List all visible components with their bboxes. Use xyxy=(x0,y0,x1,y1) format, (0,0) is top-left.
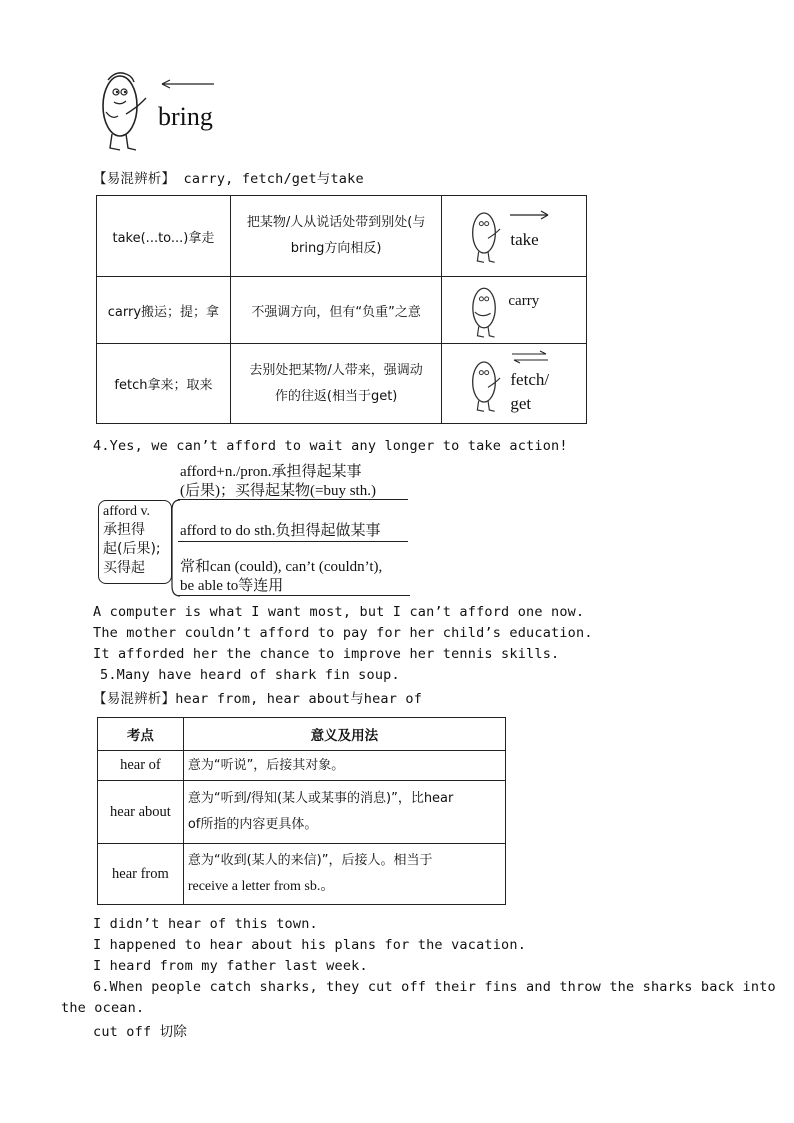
sentence-6-line-1: 6.When people catch sharks, they cut off their fins and throw the sharks back into xyxy=(93,979,776,995)
afford-head-line-1: afford v. xyxy=(103,504,151,519)
phrase-cut-off: cut off 切除 xyxy=(93,1024,188,1040)
afford-branch-1-line-1: afford+n./pron.承担得起某事 xyxy=(180,464,362,480)
term-cell: take(...to...)拿走 xyxy=(97,196,231,277)
table-row xyxy=(98,781,506,844)
confusion-heading-2: 【易混辨析】hear from, hear about与hear of xyxy=(93,691,423,707)
meaning-cell: 意为“听说”，后接其对象。 xyxy=(183,751,505,781)
term-cell: fetch拿来；取来 xyxy=(97,344,231,424)
afford-branch-2: afford to do sth.负担得起做某事 xyxy=(180,523,381,539)
sentence-5: 5.Many have heard of shark fin soup. xyxy=(100,667,400,683)
table-row xyxy=(98,751,506,781)
afford-branch-3-line-2: be able to等连用 xyxy=(180,578,284,594)
term-cell: hear about xyxy=(98,781,184,844)
meaning-cell: 不强调方向，但有“负重”之意 xyxy=(230,277,442,344)
picture-cell xyxy=(442,277,587,344)
comparison-table-take-carry-fetch xyxy=(96,195,587,424)
cartoon-figure-icon xyxy=(468,283,508,341)
column-header-meaning: 意义及用法 xyxy=(183,718,505,751)
picture-cell xyxy=(442,344,587,424)
cartoon-figure-pointing-icon xyxy=(96,68,156,156)
example-sentence: The mother couldn’t afford to pay for her child’s education. xyxy=(93,625,593,641)
example-sentence: I heard from my father last week. xyxy=(93,958,368,974)
table-row xyxy=(97,277,587,344)
afford-head-box xyxy=(98,500,172,584)
cartoon-figure-icon xyxy=(468,204,508,270)
bring-illustration xyxy=(96,68,236,158)
pic-word-take: take xyxy=(510,230,539,249)
picture-cell xyxy=(442,196,587,277)
pic-word-carry: carry xyxy=(508,293,540,309)
example-sentence: A computer is what I want most, but I can’t afford one now. xyxy=(93,604,585,620)
sentence-6-line-2: the ocean. xyxy=(61,1000,145,1016)
column-header-term: 考点 xyxy=(98,718,184,751)
double-arrow-icon xyxy=(510,350,550,364)
pic-word-fetch: fetch/ xyxy=(510,370,550,389)
divider xyxy=(178,541,408,542)
divider xyxy=(178,499,408,500)
meaning-cell: 把某物/人从说话处带到别处(与 bring方向相反) xyxy=(230,196,442,277)
cartoon-figure-icon xyxy=(468,354,508,418)
term-cell: hear of xyxy=(98,751,184,781)
term-cell: carry搬运；提；拿 xyxy=(97,277,231,344)
afford-branch-3-line-1: 常和can (could), can’t (couldn’t), xyxy=(180,559,383,575)
meaning-cell: 意为“听到/得知(某人或某事的消息)”，比hear of所指的内容更具体。 xyxy=(183,781,505,844)
afford-diagram xyxy=(98,458,418,598)
afford-head-line-3: 起(后果); xyxy=(103,541,161,557)
table-row xyxy=(97,196,587,277)
table-row xyxy=(97,344,587,424)
table-row xyxy=(98,844,506,905)
example-sentence: I happened to hear about his plans for the vacation. xyxy=(93,937,527,953)
meaning-cell: 意为“收到(某人的来信)”，后接人。相当于 receive a letter from sb.。 xyxy=(183,844,505,905)
pic-word-get: get xyxy=(510,394,532,413)
sentence-4: 4.Yes, we can’t afford to wait any longer to take action! xyxy=(93,438,568,454)
confusion-heading-1: 【易混辨析】 carry, fetch/get与take xyxy=(93,171,364,187)
afford-head-line-4: 买得起 xyxy=(103,560,145,576)
comparison-table-hear xyxy=(97,717,506,905)
table-header-row xyxy=(98,718,506,751)
term-cell: hear from xyxy=(98,844,184,905)
example-sentence: I didn’t hear of this town. xyxy=(93,916,318,932)
meaning-cell: 去别处把某物/人带来，强调动 作的往返(相当于get) xyxy=(230,344,442,424)
divider xyxy=(178,595,410,596)
bring-word: bring xyxy=(158,102,213,131)
example-sentence: It afforded her the chance to improve her tennis skills. xyxy=(93,646,560,662)
brace-connector xyxy=(170,498,182,598)
afford-branch-1-line-2: (后果)；买得起某物(=buy sth.) xyxy=(180,483,376,499)
left-arrow-icon xyxy=(158,78,218,90)
right-arrow-icon xyxy=(508,210,552,220)
afford-head-line-2: 承担得 xyxy=(103,522,145,538)
